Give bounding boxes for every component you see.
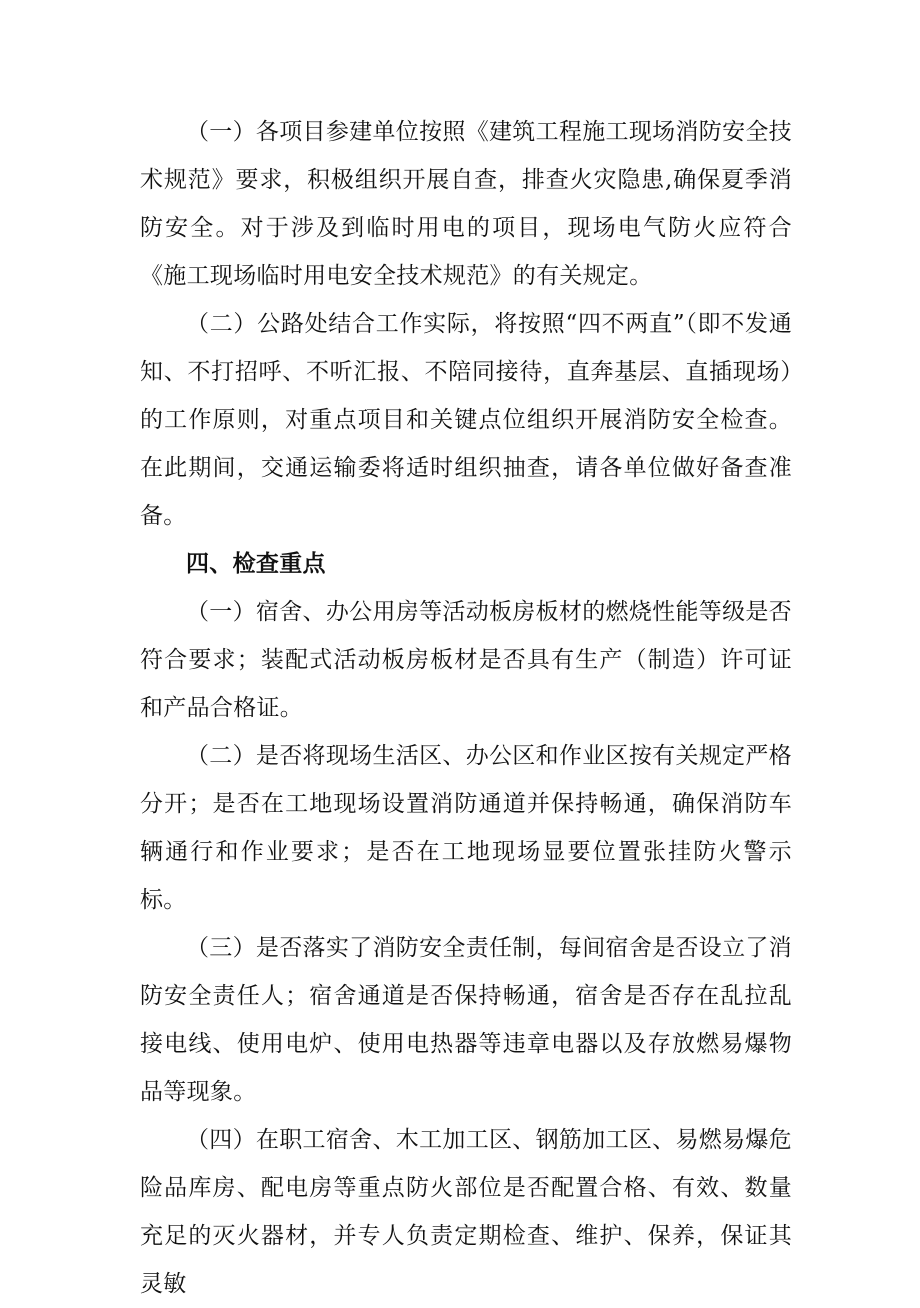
section-paragraph-2: （二）是否将现场生活区、办公区和作业区按有关规定严格分开；是否在工地现场设置消防通道并保持畅通，确保消防车辆通行和作业要求；是否在工地现场显要位置张挂防火警示标。 bbox=[140, 743, 792, 913]
section-paragraph-1: （一）宿舍、办公用房等活动板房板材的燃烧性能等级是否符合要求；装配式活动板房板材是否具有生产（制造）许可证和产品合格证。 bbox=[140, 599, 792, 721]
document-body bbox=[140, 108, 792, 1308]
section-paragraph-3: （三）是否落实了消防安全责任制，每间宿舍是否设立了消防安全责任人；宿舍通道是否保持畅通，宿舍是否存在乱拉乱接电线、使用电炉、使用电热器等违章电器以及存放燃易爆物品等现象。 bbox=[140, 935, 792, 1105]
section-heading: 四、检查重点 bbox=[186, 551, 326, 577]
paragraph-1: （一）各项目参建单位按照《建筑工程施工现场消防安全技术规范》要求，积极组织开展自查，排查火灾隐患,确保夏季消防安全。对于涉及到临时用电的项目，现场电气防火应符合《施工现场临时用电安全技术规范》的有关规定。 bbox=[140, 119, 792, 289]
section-paragraph-4: （四）在职工宿舍、木工加工区、钢筋加工区、易燃易爆危险品库房、配电房等重点防火部位是否配置合格、有效、数量充足的灭火器材，并专人负责定期检查、维护、保养，保证其灵敏 bbox=[140, 1127, 792, 1297]
paragraph-2: （二）公路处结合工作实际，将按照“四不两直”（即不发通知、不打招呼、不听汇报、不陪同接待，直奔基层、直插现场）的工作原则，对重点项目和关键点位组织开展消防安全检查。在此期间，交通运输委将适时组织抽查，请各单位做好备查准备。 bbox=[140, 311, 792, 529]
